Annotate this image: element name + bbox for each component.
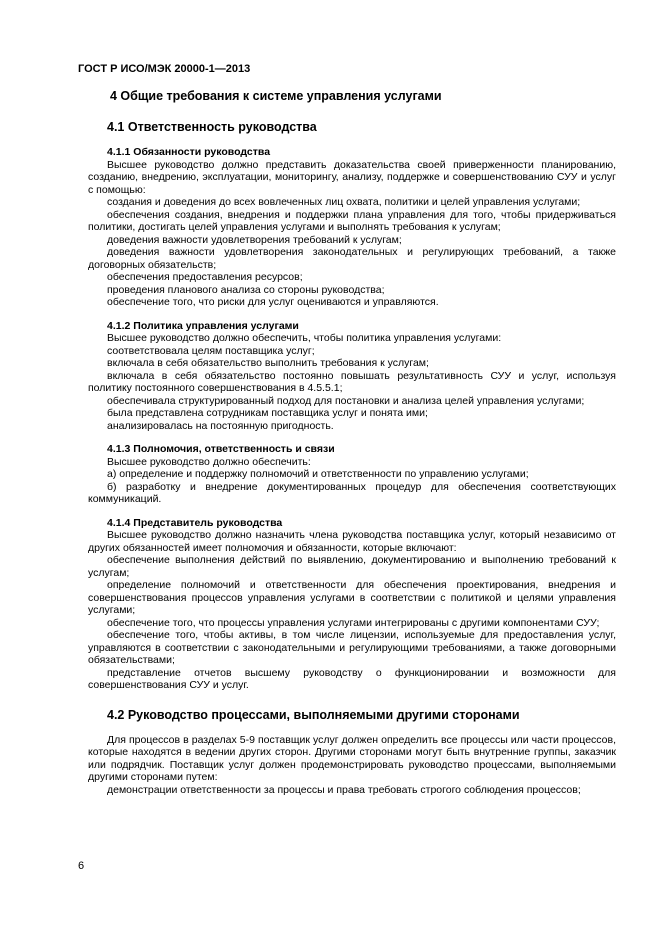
list-item: проведения планового анализа со стороны руководства; [107,283,385,296]
document-header: ГОСТ Р ИСО/МЭК 20000-1—2013 [78,63,251,75]
list-item: представление отчетов высшему руководству о функционировании и возможности для совершенствования СУУ и услуг. [88,666,616,691]
page-number: 6 [78,860,85,872]
list-item: включала в себя обязательство выполнить требования к услугам; [107,357,429,369]
paragraph: Высшее руководство должно обеспечить: [107,455,311,468]
list-item: была представлена сотрудникам поставщика услуг и понята ими; [107,407,428,419]
paragraph: Высшее руководство должно представить доказательства своей приверженности планированию, созданию, внедрению, эксплуатации, мониторингу, анализу, поддержке и совершенствованию СУУ и услуг с помощью: [88,158,616,196]
list-item: обеспечение того, что риски для услуг оцениваются и управляются. [107,296,439,308]
paragraph: Высшее руководство должно обеспечить, чтобы политика управления услугами: [107,332,502,344]
section-4-title: 4 Общие требования к системе управления услугами [110,89,442,103]
section-4-1-1-title: 4.1.1 Обязанности руководства [107,146,271,158]
list-item: обеспечение того, чтобы активы, в том числе лицензии, используемые для предоставления услуг, управляются в соответствии с законодательными и регулирующими требованиями, а также договорными обязательствами; [88,629,616,666]
list-item: доведения важности удовлетворения законодательных и регулирующих требований, а также договорных обязательств; [88,246,616,271]
list-item: демонстрации ответственности за процессы и права требовать строгого соблюдения процессов; [107,783,581,796]
section-4-2-title: 4.2 Руководство процессами, выполняемыми другими сторонами [107,707,520,722]
list-item: б) разработку и внедрение документированных процедур для обеспечения соответствующих коммуникаций. [88,480,616,505]
list-item: обеспечения предоставления ресурсов; [107,271,303,283]
paragraph: Высшее руководство должно назначить члена руководства поставщика услуг, который независимо от других обязанностей имеет полномочия и обязанности, которые включают: [88,529,616,554]
list-item: определение полномочий и ответственности для обеспечения проектирования, внедрения и совершенствования процессов управления услугами в соответствии с политикой и целями управления услугами; [88,579,616,616]
list-item: обеспечение того, что процессы управления услугами интегрированы с другими компонентами СУУ; [107,616,600,629]
paragraph: Для процессов в разделах 5-9 поставщик услуг должен определить все процессы или части процессов, которые находятся в ведении других сторон. Другими сторонами могут быть внутренние группы, заказчик или подрядчик. Поставщик услуг должен продемонстрировать руководство процессами, выполняемыми другими сторонами путем: [88,733,616,783]
list-item: а) определение и поддержку полномочий и ответственности по управлению услугами; [107,468,529,480]
section-4-1-4-title: 4.1.4 Представитель руководства [107,516,283,529]
page-content [88,84,616,796]
list-item: обеспечения создания, внедрения и поддержки плана управления для того, чтобы придерживаться политики, достигать целей управления услугами и выполнять требования к услугам; [88,208,616,233]
list-item: включала в себя обязательство постоянно повышать результативность СУУ и услуг, используя политику постоянного совершенствования в 4.5.5.1; [88,369,616,394]
section-4-1-title: 4.1 Ответственность руководства [107,120,317,134]
list-item: доведения важности удовлетворения требований к услугам; [107,233,402,246]
list-item: создания и доведения до всех вовлеченных лиц охвата, политики и целей управления услугами; [107,196,581,208]
section-4-1-2-title: 4.1.2 Политика управления услугами [107,319,299,332]
list-item: анализировалась на постоянную пригодность. [107,419,334,432]
list-item: соответствовала целям поставщика услуг; [107,344,315,357]
section-4-1-3-title: 4.1.3 Полномочия, ответственность и связи [107,443,335,455]
list-item: обеспечивала структурированный подход для постановки и анализа целей управления услугами; [107,394,585,407]
list-item: обеспечение выполнения действий по выявлению, документированию и выполнению требований к услугам; [88,554,616,579]
